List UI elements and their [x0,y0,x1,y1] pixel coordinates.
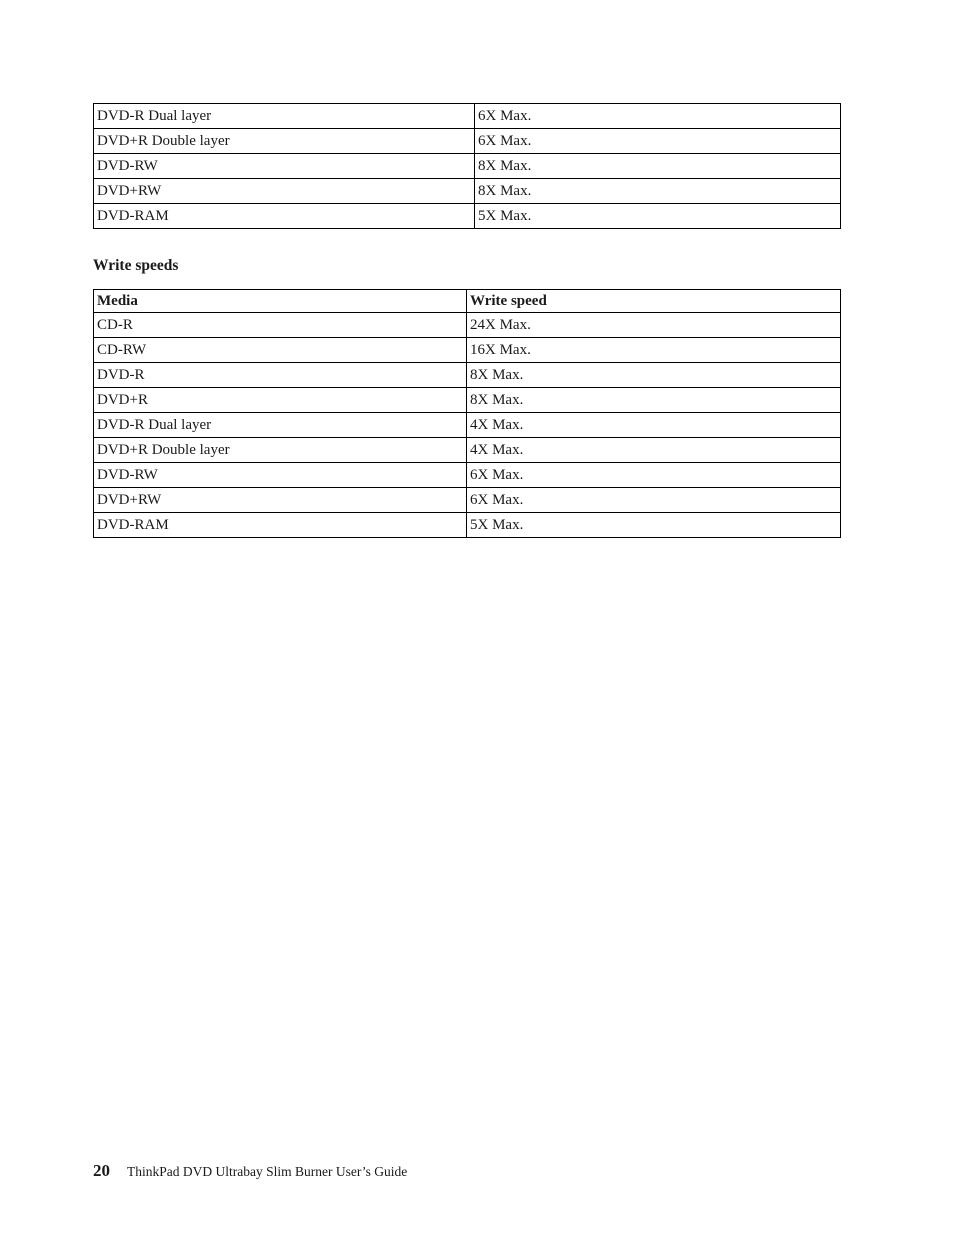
table-row [94,463,841,488]
table-header-row [94,290,841,313]
media-cell: DVD+RW [94,488,467,513]
document-title: ThinkPad DVD Ultrabay Slim Burner User’s Guide [127,1164,408,1179]
column-header-media: Media [94,290,467,313]
media-cell: CD-R [94,313,467,338]
speed-cell: 24X Max. [467,313,841,338]
speed-cell: 4X Max. [467,413,841,438]
speed-cell: 6X Max. [467,463,841,488]
column-header-write-speed: Write speed [467,290,841,313]
table-row [94,388,841,413]
media-cell: DVD-RW [94,463,467,488]
speed-cell: 8X Max. [467,388,841,413]
speed-cell: 5X Max. [475,204,841,229]
media-cell: DVD+R Double layer [94,438,467,463]
table-row [94,438,841,463]
table-row [94,313,841,338]
table-row [94,413,841,438]
media-cell: DVD-RAM [94,204,475,229]
speed-cell: 6X Max. [475,104,841,129]
speed-cell: 6X Max. [475,129,841,154]
speed-cell: 16X Max. [467,338,841,363]
table-row [94,488,841,513]
media-cell: DVD-RAM [94,513,467,538]
media-cell: DVD+R Double layer [94,129,475,154]
table-row [94,154,841,179]
read-speeds-table-continued [93,103,841,229]
table-row [94,513,841,538]
media-cell: DVD+RW [94,179,475,204]
table-row [94,129,841,154]
write-speeds-heading: Write speeds [93,257,179,274]
speed-cell: 5X Max. [467,513,841,538]
speed-cell: 8X Max. [475,179,841,204]
media-cell: DVD-R Dual layer [94,413,467,438]
speed-cell: 4X Max. [467,438,841,463]
speed-cell: 8X Max. [475,154,841,179]
media-cell: DVD+R [94,388,467,413]
speed-cell: 6X Max. [467,488,841,513]
media-cell: CD-RW [94,338,467,363]
table-row [94,338,841,363]
table-row [94,179,841,204]
page-number: 20 [93,1161,110,1180]
media-cell: DVD-RW [94,154,475,179]
write-speeds-table [93,289,841,538]
table-row [94,104,841,129]
table-row [94,204,841,229]
page-footer [93,1161,407,1181]
media-cell: DVD-R Dual layer [94,104,475,129]
media-cell: DVD-R [94,363,467,388]
speed-cell: 8X Max. [467,363,841,388]
table-row [94,363,841,388]
